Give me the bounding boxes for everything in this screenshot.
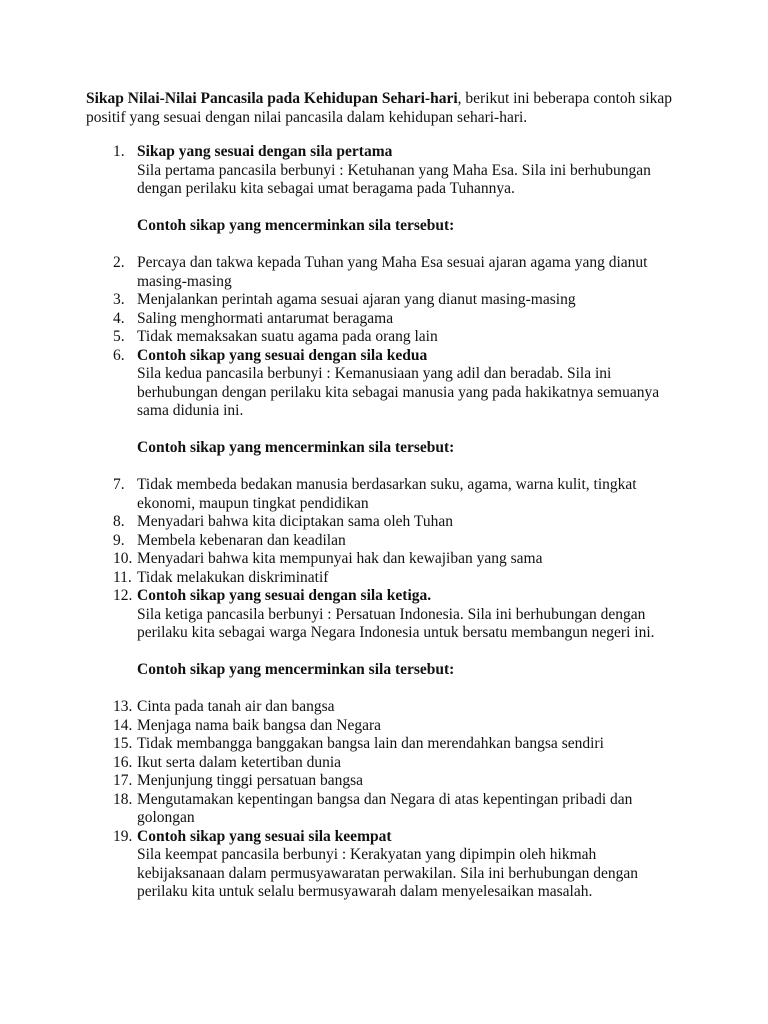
list-item-body: Sila pertama pancasila berbunyi : Ketuhanan yang Maha Esa. Sila ini berhubungan dengan perilaku kita sebagai umat beragama pada Tuhannya. bbox=[137, 161, 651, 197]
list-item-text: Cinta pada tanah air dan bangsa bbox=[137, 698, 335, 715]
list-item-number: 11. bbox=[113, 568, 132, 586]
list-item-text: Membela kebenaran dan keadilan bbox=[137, 531, 346, 549]
list-item bbox=[86, 310, 684, 329]
list-item-text: Tidak melakukan diskriminatif bbox=[137, 568, 329, 586]
list-item-text: Menyadari bahwa kita mempunyai hak dan kewajiban yang sama bbox=[137, 550, 543, 567]
list-item bbox=[86, 550, 684, 569]
list-item-number: 6. bbox=[113, 346, 125, 364]
list-item bbox=[86, 828, 684, 902]
list-item-text: Menjaga nama baik bangsa dan Negara bbox=[137, 716, 382, 734]
list-item bbox=[86, 735, 684, 754]
list-item bbox=[86, 791, 684, 828]
list-item bbox=[86, 532, 684, 551]
list-item-text: Menjunjung tinggi persatuan bangsa bbox=[137, 772, 363, 789]
list-item-body: Sila kedua pancasila berbunyi : Kemanusiaan yang adil dan beradab. Sila ini berhubungan dengan perilaku kita sebagai manusia yang pada hakikatnya semuanya sama didunia ini. bbox=[137, 365, 660, 419]
list-item bbox=[86, 254, 684, 291]
list-item-number: 7. bbox=[113, 476, 125, 493]
list-item-number: 19. bbox=[113, 827, 133, 845]
list-item-number: 4. bbox=[113, 309, 125, 327]
list-item-text: Ikut serta dalam ketertiban dunia bbox=[137, 753, 342, 771]
list-item bbox=[86, 291, 684, 310]
list-item bbox=[86, 569, 684, 588]
list-item-body: Sila keempat pancasila berbunyi : Kerakyatan yang dipimpin oleh hikmah kebijaksanaan dalam permusyawaratan perwakilan. Sila ini berhubungan dengan perilaku kita untuk selalu bermusyawarah dalam menyelesaikan masalah. bbox=[137, 846, 638, 900]
list-item bbox=[86, 328, 684, 347]
list-item bbox=[86, 476, 684, 513]
list-item bbox=[86, 698, 684, 717]
section-subheading: Contoh sikap yang mencerminkan sila tersebut: bbox=[137, 661, 455, 678]
list-item bbox=[86, 754, 684, 773]
list-item-number: 15. bbox=[113, 735, 133, 752]
list-item-body: Sila ketiga pancasila berbunyi : Persatuan Indonesia. Sila ini berhubungan dengan perilaku kita sebagai warga Negara Indonesia untuk bersatu membangun negeri ini. bbox=[137, 605, 655, 641]
list-item-text: Tidak membeda bedakan manusia berdasarkan suku, agama, warna kulit, tingkat ekonomi, maupun tingkat pendidikan bbox=[137, 476, 637, 512]
list-item bbox=[86, 717, 684, 736]
list-item-title: Contoh sikap yang sesuai sila keempat bbox=[137, 827, 392, 845]
list-item-text: Tidak membangga banggakan bangsa lain dan merendahkan bangsa sendiri bbox=[137, 735, 604, 752]
list-item-number: 17. bbox=[113, 772, 133, 789]
list-item bbox=[86, 143, 684, 199]
list-item-text: Mengutamakan kepentingan bangsa dan Negara di atas kepentingan pribadi dan golongan bbox=[137, 790, 633, 826]
list-item-title: Contoh sikap yang sesuai dengan sila ketiga. bbox=[137, 587, 432, 604]
list-item-number: 8. bbox=[113, 513, 125, 530]
list-item-title: Contoh sikap yang sesuai dengan sila kedua bbox=[137, 346, 428, 364]
section-subheading: Contoh sikap yang mencerminkan sila tersebut: bbox=[137, 217, 455, 234]
intro-paragraph bbox=[86, 90, 684, 127]
list-item-number: 3. bbox=[113, 291, 125, 308]
intro-rest: , berikut ini beberapa contoh sikap positif yang sesuai dengan nilai pancasila dalam kehidupan sehari-hari. bbox=[86, 90, 673, 126]
list-item-number: 1. bbox=[113, 143, 125, 160]
list-item-number: 14. bbox=[113, 716, 133, 734]
section-subheading: Contoh sikap yang mencerminkan sila tersebut: bbox=[137, 439, 455, 456]
list-item-text: Percaya dan takwa kepada Tuhan yang Maha Esa sesuai ajaran agama yang dianut masing-masing bbox=[137, 254, 648, 290]
list-item-text: Saling menghormati antarumat beragama bbox=[137, 309, 394, 327]
list-item-number: 9. bbox=[113, 531, 125, 549]
intro-bold-lead: Sikap Nilai-Nilai Pancasila pada Kehidupan Sehari-hari bbox=[86, 90, 458, 107]
list-item-text: Menjalankan perintah agama sesuai ajaran yang dianut masing-masing bbox=[137, 291, 576, 308]
list-item-number: 5. bbox=[113, 328, 125, 345]
list-item-title: Sikap yang sesuai dengan sila pertama bbox=[137, 143, 393, 160]
list-item-text: Tidak memaksakan suatu agama pada orang lain bbox=[137, 328, 438, 345]
list-item bbox=[86, 772, 684, 791]
list-item bbox=[86, 513, 684, 532]
list-item bbox=[86, 347, 684, 421]
list-item-number: 2. bbox=[113, 254, 125, 271]
list-item-number: 12. bbox=[113, 587, 133, 604]
list-item-number: 13. bbox=[113, 698, 133, 715]
list-item-text: Menyadari bahwa kita diciptakan sama oleh Tuhan bbox=[137, 513, 453, 530]
list-item-number: 10. bbox=[113, 550, 133, 567]
list-item bbox=[86, 587, 684, 643]
list-item-number: 18. bbox=[113, 790, 133, 808]
list-item-number: 16. bbox=[113, 753, 133, 771]
content-blocks bbox=[86, 143, 684, 902]
